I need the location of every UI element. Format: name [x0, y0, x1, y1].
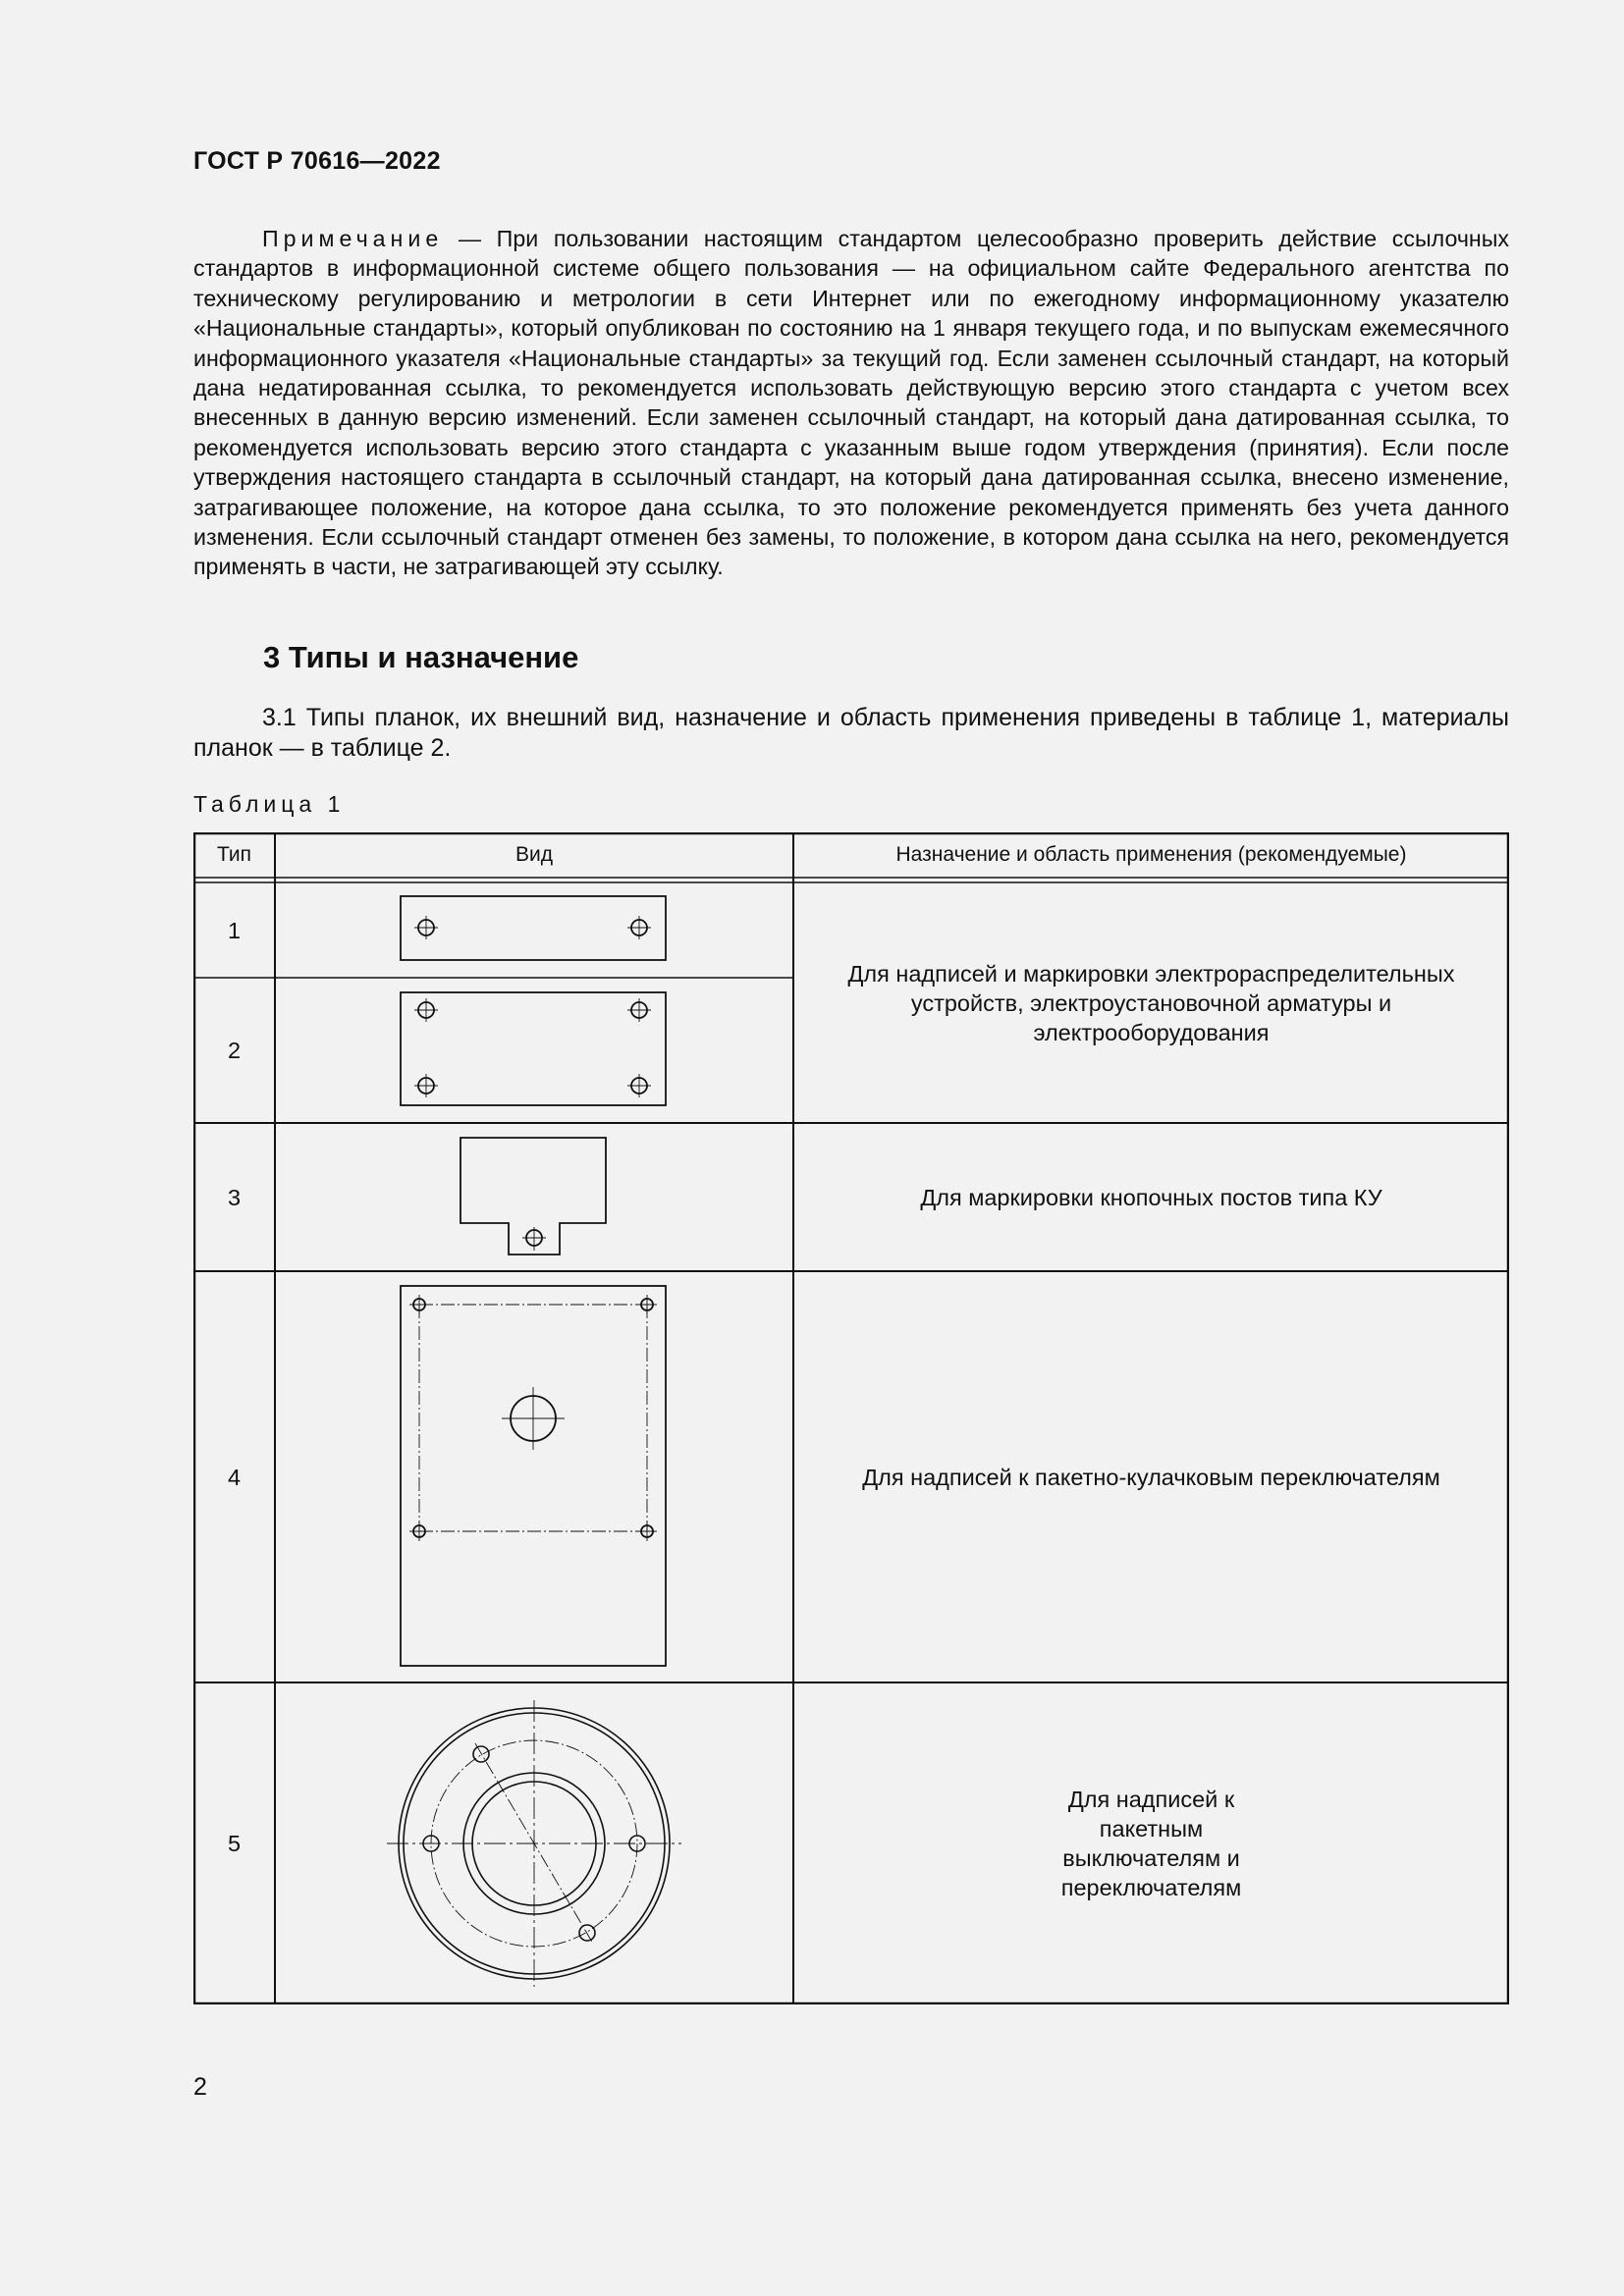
plate-type-5-drawing	[387, 1696, 681, 1991]
section-title: 3 Типы и назначение	[263, 640, 579, 674]
note-paragraph	[193, 224, 1509, 582]
table-1	[193, 832, 1509, 2004]
purpose-cell-1-2: Для надписей и маркировки электрораспределительных устройств, электроустановочной арматуры и электрооборудования	[847, 960, 1455, 1045]
document-header: ГОСТ Р 70616—2022	[193, 147, 441, 175]
header-view: Вид	[515, 843, 553, 866]
type-cell-5: 5	[227, 1831, 242, 1856]
type-cell-1: 1	[227, 917, 242, 943]
type-cell-2: 2	[227, 1038, 242, 1063]
plate-type-3-drawing	[459, 1137, 611, 1259]
plate-type-1-drawing	[400, 895, 670, 964]
type-cell-3: 3	[227, 1184, 242, 1210]
header-purpose: Назначение и область применения (рекомендуемые)	[895, 843, 1407, 866]
page-number: 2	[193, 2073, 207, 2101]
plate-type-4-drawing	[400, 1285, 670, 1670]
table-caption: Таблица 1	[193, 791, 346, 817]
note-label: Примечание	[262, 226, 444, 251]
purpose-cell-3: Для маркировки кнопочных постов типа КУ	[920, 1184, 1382, 1210]
plate-type-2-drawing	[400, 991, 670, 1109]
paragraph-text: 3.1 Типы планок, их внешний вид, назначение и область применения приведены в таблице 1, материалы планок — в таблице 2.	[193, 704, 1509, 762]
purpose-cell-5: Для надписей к пакетным выключателям и переключателям	[1060, 1787, 1242, 1900]
purpose-cell-4: Для надписей к пакетно-кулачковым переключателям	[862, 1464, 1440, 1490]
paragraph-3-1	[193, 703, 1509, 764]
type-cell-4: 4	[227, 1464, 242, 1490]
note-text: — При пользовании настоящим стандартом целесообразно проверить действие ссылочных стандартов в информационной системе общего пользования — на официальном сайте Федерального агентства по техническому регулированию и метрологии в сети Интернет или по ежегодному информационному указателю «Национальные стандарты», который опубликован по состоянию на 1 января текущего года, и по выпускам ежемесячного информационного указателя «Национальные стандарты» за текущий год. Если заменен ссылочный стандарт, на который дана недатированная ссылка, то рекомендуется использовать действующую версию этого стандарта с учетом всех внесенных в данную версию изменений. Если заменен ссылочный стандарт, на который дана датированная ссылка, то рекомендуется использовать версию этого стандарта с указанным выше годом утверждения (принятия). Если после утверждения настоящего стандарта в ссылочный стандарт, на который дана датированная ссылка, внесено изменение, затрагивающее положение, на которое дана ссылка, то это положение рекомендуется применять без учета данного изменения. Если ссылочный стандарт отменен без замены, то положение, в котором дана ссылка на него, рекомендуется применять в части, не затрагивающей эту ссылку.	[193, 226, 1509, 580]
header-type: Тип	[216, 843, 251, 866]
